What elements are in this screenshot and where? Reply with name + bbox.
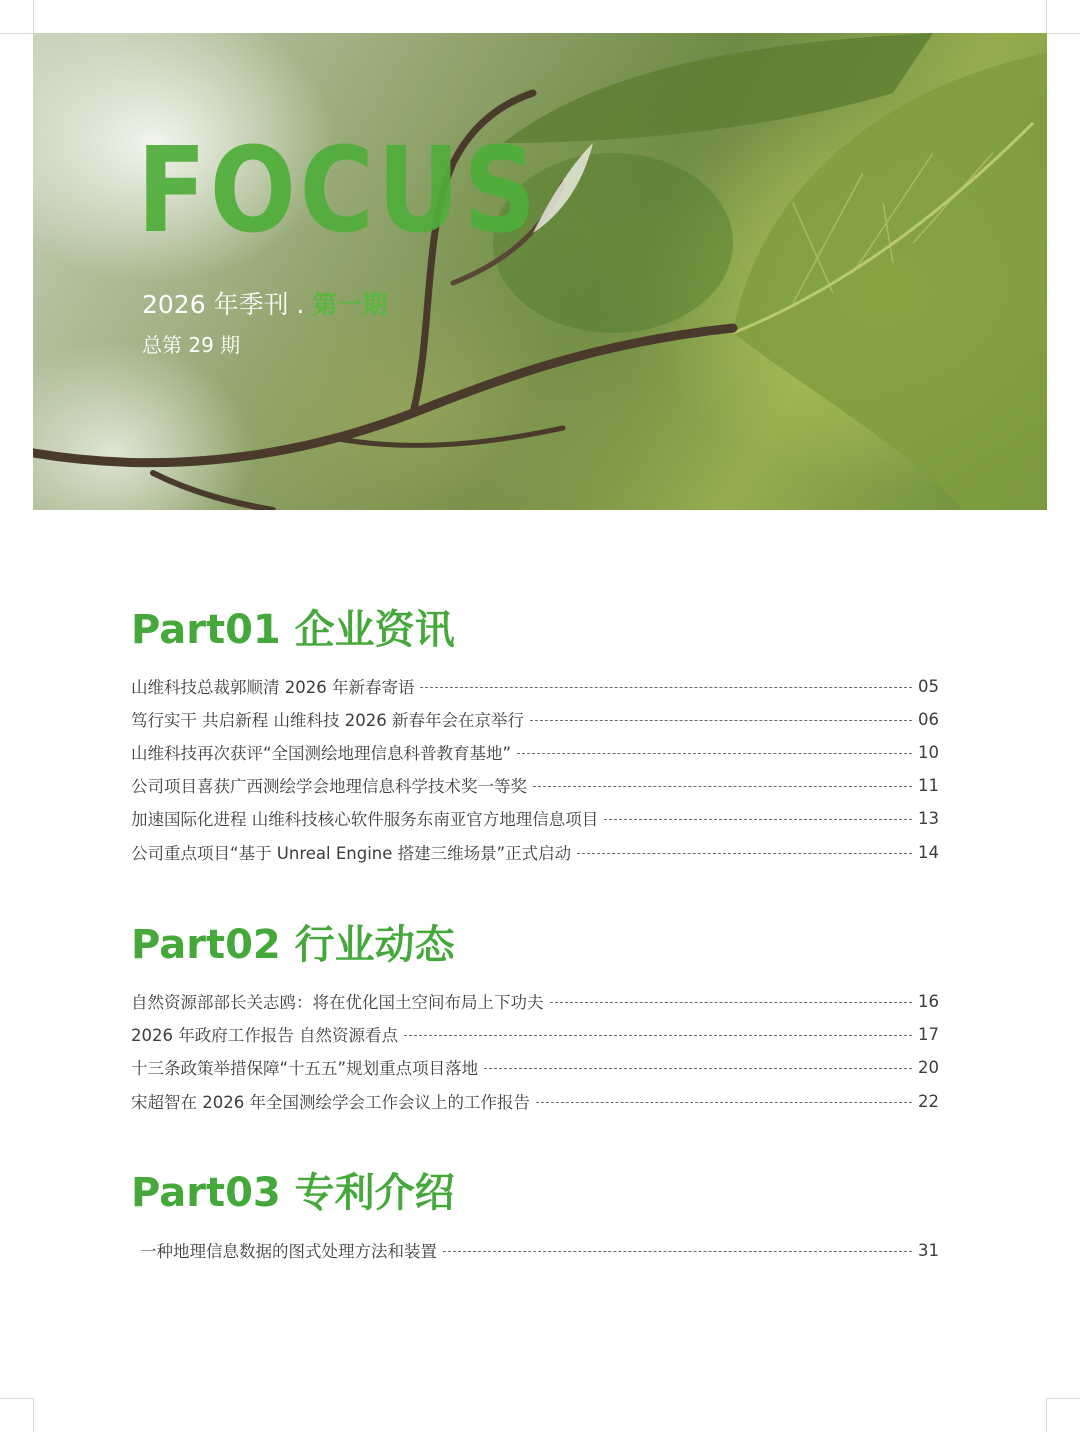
crop-mark: [1046, 1398, 1047, 1432]
toc-item[interactable]: [131, 1022, 939, 1046]
toc-item-page: 06: [918, 709, 939, 729]
crop-mark: [1046, 0, 1047, 34]
toc-item-title: 山维科技再次获评“全国测绘地理信息科普教育基地”: [131, 744, 512, 763]
toc-leader: [484, 1068, 912, 1069]
toc-item-page: 13: [918, 808, 939, 828]
crop-mark: [1046, 33, 1080, 34]
crop-mark: [0, 33, 34, 34]
toc-leader: [550, 1002, 913, 1003]
toc-item-page: 16: [918, 991, 939, 1011]
toc-item-page: 31: [918, 1240, 939, 1260]
toc-item[interactable]: [131, 1089, 939, 1113]
toc-item-title: 自然资源部部长关志鸥：将在优化国土空间布局上下功夫: [131, 993, 544, 1012]
toc-leader: [404, 1035, 912, 1036]
part02-title: Part02 行业动态: [131, 922, 455, 968]
toc-item[interactable]: [131, 740, 939, 764]
toc-item-page: 05: [918, 676, 939, 696]
toc-leader: [443, 1251, 912, 1252]
toc-leader: [604, 819, 912, 820]
toc-item[interactable]: [131, 989, 939, 1013]
toc-item-title: 一种地理信息数据的图式处理方法和装置: [140, 1242, 437, 1261]
toc-leader: [536, 1102, 912, 1103]
part01-title: Part01 企业资讯: [131, 607, 455, 653]
toc-leader: [530, 720, 912, 721]
toc-item-title: 笃行实干 共启新程 山维科技 2026 新春年会在京举行: [131, 711, 524, 730]
cover-hero-image: [33, 33, 1047, 510]
toc-item[interactable]: [131, 773, 939, 797]
toc-item-page: 11: [918, 775, 939, 795]
toc-leader: [420, 687, 912, 688]
toc-item-title: 山维科技总裁郭顺清 2026 年新春寄语: [131, 678, 415, 697]
toc-leader: [517, 753, 912, 754]
crop-mark: [33, 1398, 34, 1432]
focus-title: FOCUS: [137, 121, 540, 259]
toc-item[interactable]: [140, 1238, 939, 1262]
toc-item-page: 14: [918, 842, 939, 862]
toc-item-title: 加速国际化进程 山维科技核心软件服务东南亚官方地理信息项目: [131, 810, 599, 829]
crop-mark: [0, 1398, 34, 1399]
issue-year-label: 2026 年季刊 .: [142, 290, 313, 319]
issue-label: [142, 285, 387, 321]
toc-item[interactable]: [131, 707, 939, 731]
toc-item-page: 10: [918, 742, 939, 762]
toc-item-page: 20: [918, 1057, 939, 1077]
toc-item[interactable]: [131, 1055, 939, 1079]
toc-leader: [577, 853, 912, 854]
toc-item[interactable]: [131, 674, 939, 698]
crop-mark: [33, 0, 34, 34]
issue-number-label: 第一期: [312, 290, 388, 319]
toc-item-page: 17: [918, 1024, 939, 1044]
total-issue-label: 总第 29 期: [142, 333, 241, 357]
toc-item-title: 宋超智在 2026 年全国测绘学会工作会议上的工作报告: [131, 1093, 530, 1112]
toc-item[interactable]: [131, 840, 939, 864]
toc-item-title: 十三条政策举措保障“十五五”规划重点项目落地: [131, 1059, 479, 1078]
toc-item-title: 公司重点项目“基于 Unreal Engine 搭建三维场景”正式启动: [131, 844, 572, 863]
leaf-branch-illustration: [33, 33, 1047, 510]
toc-item-title: 公司项目喜获广西测绘学会地理信息科学技术奖一等奖: [131, 777, 527, 796]
toc-leader: [533, 786, 912, 787]
part03-title: Part03 专利介绍: [131, 1170, 455, 1216]
toc-item[interactable]: [131, 806, 939, 830]
crop-mark: [1046, 1398, 1080, 1399]
toc-item-title: 2026 年政府工作报告 自然资源看点: [131, 1026, 398, 1045]
toc-item-page: 22: [918, 1091, 939, 1111]
